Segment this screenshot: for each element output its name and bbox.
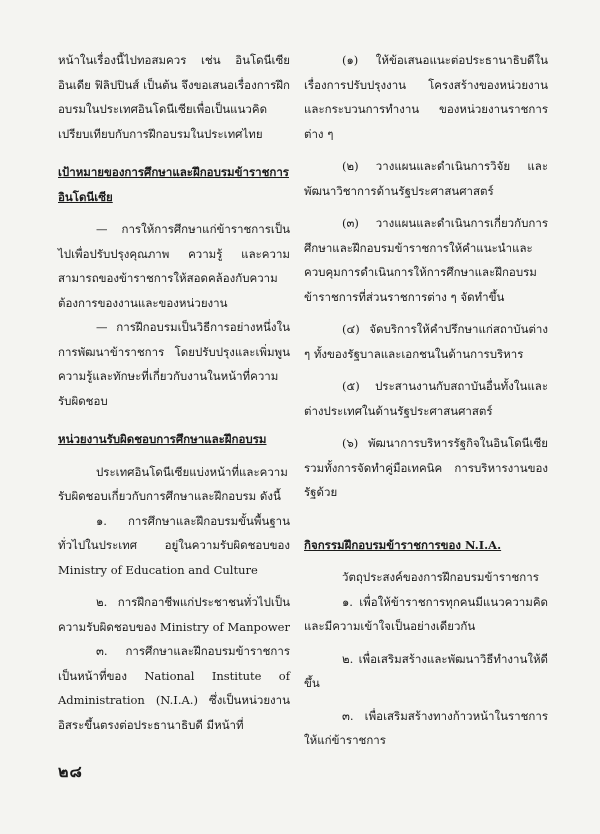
left-column: [58, 48, 290, 737]
agencies-intro: ประเทศอินโดนีเซียแบ่งหน้าที่และความรับผิดชอบเกี่ยวกับการศึกษาและฝึกอบรม ดังนี้: [58, 464, 288, 503]
heading-activities: กิจกรรมฝึกอบรมข้าราชการของ N.I.A.: [304, 537, 502, 552]
duty-item-6: (๖) พัฒนาการบริหารรัฐกิจในอินโดนีเซียรวมทั้งการจัดทำคู่มือเทคนิค การบริหารงานของรัฐด้วย: [304, 436, 548, 499]
goal-item-2: — การฝึกอบรมเป็นวิธีการอย่างหนึ่งในการพัฒนาข้าราชการ โดยปรับปรุงและเพิ่มพูนความรู้และทักษะที่เกี่ยวกับงานในหน้าที่ความรับผิดชอบ: [58, 320, 290, 408]
goal-item-1: — การให้การศึกษาแก่ข้าราชการเป็นไปเพื่อปรับปรุงคุณภาพ ความรู้ และความสามารถของข้าราชการให้สอดคล้องกับความต้องการของงานและของหน่วยงาน: [58, 222, 290, 310]
objective-item-1: ๑. เพื่อให้ข้าราชการทุกคนมีแนวความคิดและมีความเข้าใจเป็นอย่างเดียวกัน: [304, 594, 548, 633]
agency-item-2: ๒. การฝึกอาชีพแก่ประชาชนทั่วไปเป็นความรับผิดชอบของ Ministry of Manpower: [58, 595, 290, 634]
duty-item-3: (๓) วางแผนและดำเนินการเกี่ยวกับการศึกษาและฝึกอบรมข้าราชการให้คำแนะนำและควบคุมการดำเนินการให้การศึกษาและฝึกอบรมข้าราชการที่ส่วนราชการต่าง ๆ จัดทำขึ้น: [304, 216, 548, 304]
agency-item-1: ๑. การศึกษาและฝึกอบรมขั้นพื้นฐานทั่วไปในประเทศ อยู่ในความรับผิดชอบของ Ministry of Education and Culture: [58, 513, 290, 577]
objective-item-2: ๒. เพื่อเสริมสร้างและพัฒนาวิธีทำงานให้ดีขึ้น: [304, 651, 548, 690]
page-number: ๒๘: [58, 762, 83, 781]
duty-item-1: (๑) ให้ข้อเสนอแนะต่อประธานาธิบดีในเรื่องการปรับปรุงงาน โครงสร้างของหน่วยงานและกระบวนการทำงาน ของหน่วยงานราชการต่าง ๆ: [304, 53, 548, 141]
duty-item-2: (๒) วางแผนและดำเนินการวิจัย และพัฒนาวิชาการด้านรัฐประศาสนศาสตร์: [304, 159, 548, 198]
agency-item-3: ๓. การศึกษาและฝึกอบรมข้าราชการเป็นหน้าที่ของ National Institute of Administration (N.I.A.) ซึ่งเป็นหน่วยงานอิสระขึ้นตรงต่อประธานาธิบดี มีหน้าที่: [58, 644, 290, 732]
objectives-intro: วัตถุประสงค์ของการฝึกอบรมข้าราชการ: [342, 570, 539, 584]
heading-agencies: หน่วยงานรับผิดชอบการศึกษาและฝึกอบรม: [58, 432, 267, 446]
heading-goals: เป้าหมายของการศึกษาและฝึกอบรมข้าราชการอินโดนีเซีย: [58, 165, 289, 204]
duty-item-4: (๔) จัดบริการให้คำปรึกษาแก่สถาบันต่าง ๆ ทั้งของรัฐบาลและเอกชนในด้านการบริหาร: [304, 322, 548, 361]
objective-item-3: ๓. เพื่อเสริมสร้างทางก้าวหน้าในราชการให้แก่ข้าราชการ: [304, 708, 548, 747]
intro-paragraph: หน้าในเรื่องนี้ไปทอสมควร เช่น อินโดนีเซีย อินเดีย ฟิลิปปินส์ เป็นต้น จึงขอเสนอเรื่องการฝึกอบรมในประเทศอินโดนีเซียเพื่อเป็นแนวคิดเปรียบเทียบกับการฝึกอบรมในประเทศไทย: [58, 53, 290, 141]
right-column: [304, 48, 548, 753]
duty-item-5: (๕) ประสานงานกับสถาบันอื่นทั้งในและต่างประเทศในด้านรัฐประศาสนศาสตร์: [304, 379, 548, 418]
